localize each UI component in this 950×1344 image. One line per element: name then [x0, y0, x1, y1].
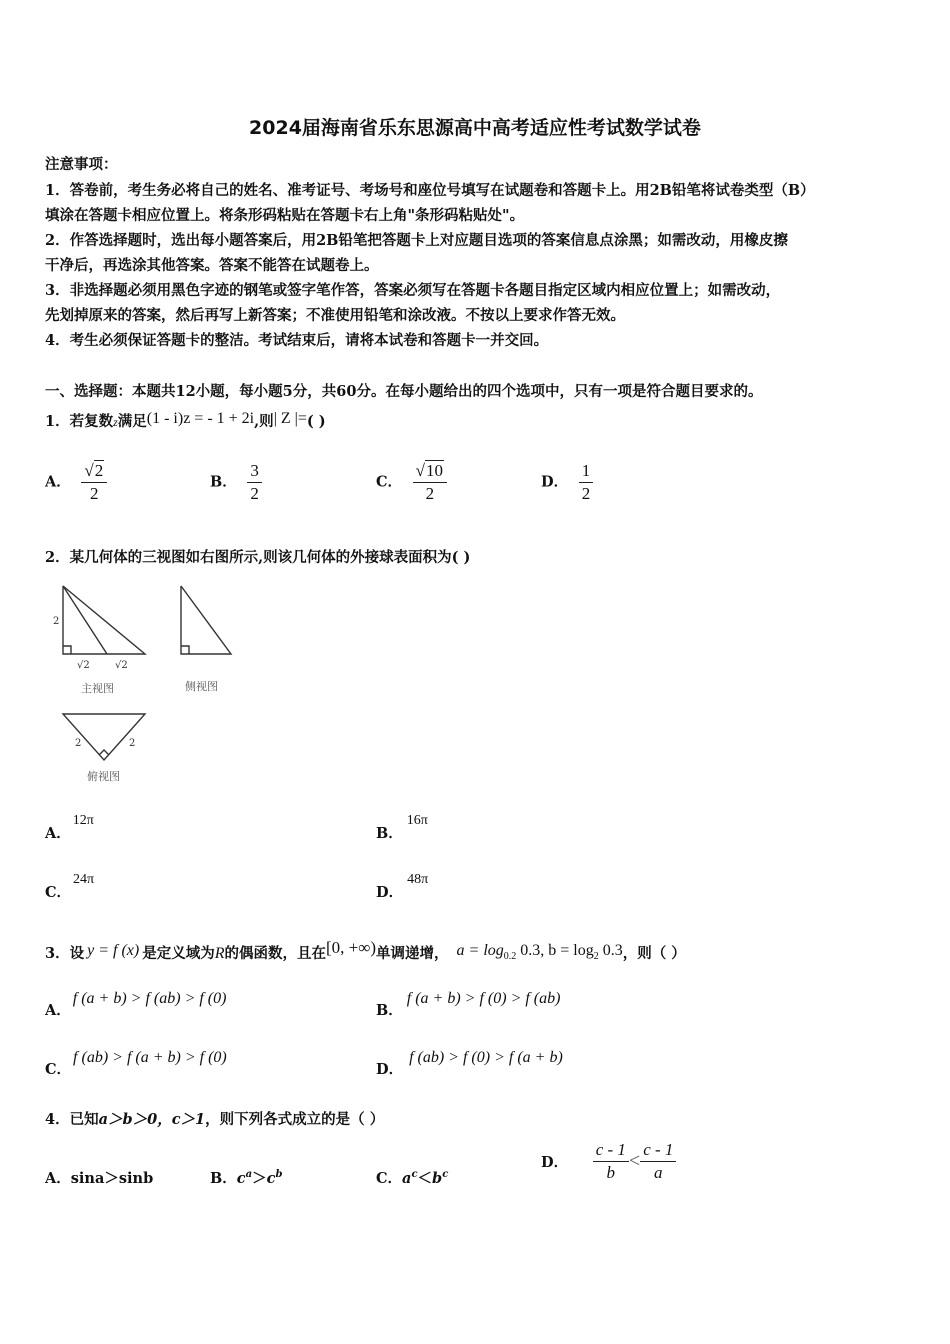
question-2: 2．某几何体的三视图如右图所示,则该几何体的外接球表面积为( ): [45, 549, 471, 566]
notice-line: 1．答卷前，考生务必将自己的姓名、准考证号、考场号和座位号填写在试题卷和答题卡上。用2B铅笔将试卷类型（B）: [45, 182, 815, 199]
q1-equation: (1 - i)z = - 1 + 2i: [146, 410, 255, 427]
side-view-label: 侧视图: [185, 680, 218, 693]
question-3: 3．设 y = f (x) 是定义域为R的偶函数，且在[0, +∞)单调递增， $a = \log_{0.2} 0.3$, $b = \log_2 0.3$，则（ ）: [45, 938, 686, 962]
side-view: [181, 586, 231, 654]
front-view: [63, 586, 145, 654]
front-view-label: 主视图: [81, 682, 114, 695]
notice-line: 2．作答选择题时，选出每小题答案后，用2B铅笔把答题卡上对应题目选项的答案信息点涂黑；如需改动，用橡皮擦: [45, 232, 788, 249]
question-1: 1．若复数z满足(1 - i)z = - 1 + 2i,则| Z |=( ): [45, 410, 326, 430]
notice-line: 3．非选择题必须用黑色字迹的钢笔或签字笔作答，答案必须写在答题卡各题目指定区域内相应位置上；如需改动，: [45, 282, 781, 299]
q3-log-expression: $a = \log_{0.2} 0.3$, $b = \log_2 0.3$: [456, 942, 623, 962]
q1-option-b[interactable]: B． $\frac{3}{2}$: [210, 462, 262, 503]
notice-line: 先划掉原来的答案，然后再写上新答案；不准使用铅笔和涂改液。不按以上要求作答无效。: [45, 307, 625, 324]
dim-label: 2: [129, 738, 136, 749]
q3-option-b[interactable]: B．f (a + b) > f (0) > f (ab): [376, 990, 561, 1019]
dim-label: 2: [53, 616, 60, 627]
notice-line: 4．考生必须保证答题卡的整洁。考试结束后，请将本试卷和答题卡一并交回。: [45, 332, 549, 349]
page-title: 2024届海南省乐东思源高中高考适应性考试数学试卷: [249, 117, 701, 139]
notice-heading: 注意事项：: [45, 156, 118, 173]
q4-option-c[interactable]: C．$a^c<b^c$: [376, 1169, 449, 1187]
q3-option-a[interactable]: A．f (a + b) > f (ab) > f (0): [45, 990, 227, 1019]
q1-option-d[interactable]: D． $\frac{1}{2}$: [541, 462, 593, 503]
q1-abs: | Z |=: [273, 410, 307, 427]
notice-line: 干净后，再选涂其他答案。答案不能答在试题卷上。: [45, 257, 379, 274]
dim-label: √2: [115, 660, 128, 671]
fraction: $\frac{3}{2}$: [247, 462, 262, 503]
top-view-label: 俯视图: [87, 770, 120, 783]
q3-option-d[interactable]: D．f (ab) > f (0) > f (a + b): [376, 1049, 563, 1078]
dim-label: 2: [75, 738, 82, 749]
q4-option-a[interactable]: A．sina＞sinb: [45, 1170, 154, 1187]
three-view-figure: [45, 578, 255, 788]
q1-option-a[interactable]: A． $\frac{√2}{2}$: [45, 462, 107, 503]
top-view: [63, 714, 145, 760]
fraction: $\frac{√10}{2}$: [413, 462, 447, 503]
fraction: $\frac{√2}{2}$: [81, 462, 107, 503]
section-heading: 一、选择题：本题共12小题，每小题5分，共60分。在每小题给出的四个选项中，只有一项是符合题目要求的。: [45, 383, 763, 400]
q2-option-a[interactable]: A．12π: [45, 813, 94, 842]
q4-option-d[interactable]: D． $\frac{c - 1}{b}$ < $\frac{c - 1}{a}$: [541, 1141, 676, 1182]
q4-option-b[interactable]: B．$c^a>c^b$: [210, 1169, 283, 1187]
q1-option-c[interactable]: C． $\frac{√10}{2}$: [376, 462, 447, 503]
q2-option-c[interactable]: C．24π: [45, 872, 95, 901]
q2-option-b[interactable]: B．16π: [376, 813, 428, 842]
dim-label: √2: [77, 660, 90, 671]
q3-option-c[interactable]: C．f (ab) > f (a + b) > f (0): [45, 1049, 227, 1078]
fraction: $\frac{c - 1}{b}$: [593, 1141, 629, 1182]
notice-line: 填涂在答题卡相应位置上。将条形码粘贴在答题卡右上角"条形码粘贴处"。: [45, 207, 525, 224]
question-4: 4．已知a＞b＞0，c＞1，则下列各式成立的是（ ）: [45, 1111, 385, 1128]
q2-option-d[interactable]: D．48π: [376, 872, 429, 901]
fraction: $\frac{1}{2}$: [579, 462, 594, 503]
fraction: $\frac{c - 1}{a}$: [640, 1141, 676, 1182]
